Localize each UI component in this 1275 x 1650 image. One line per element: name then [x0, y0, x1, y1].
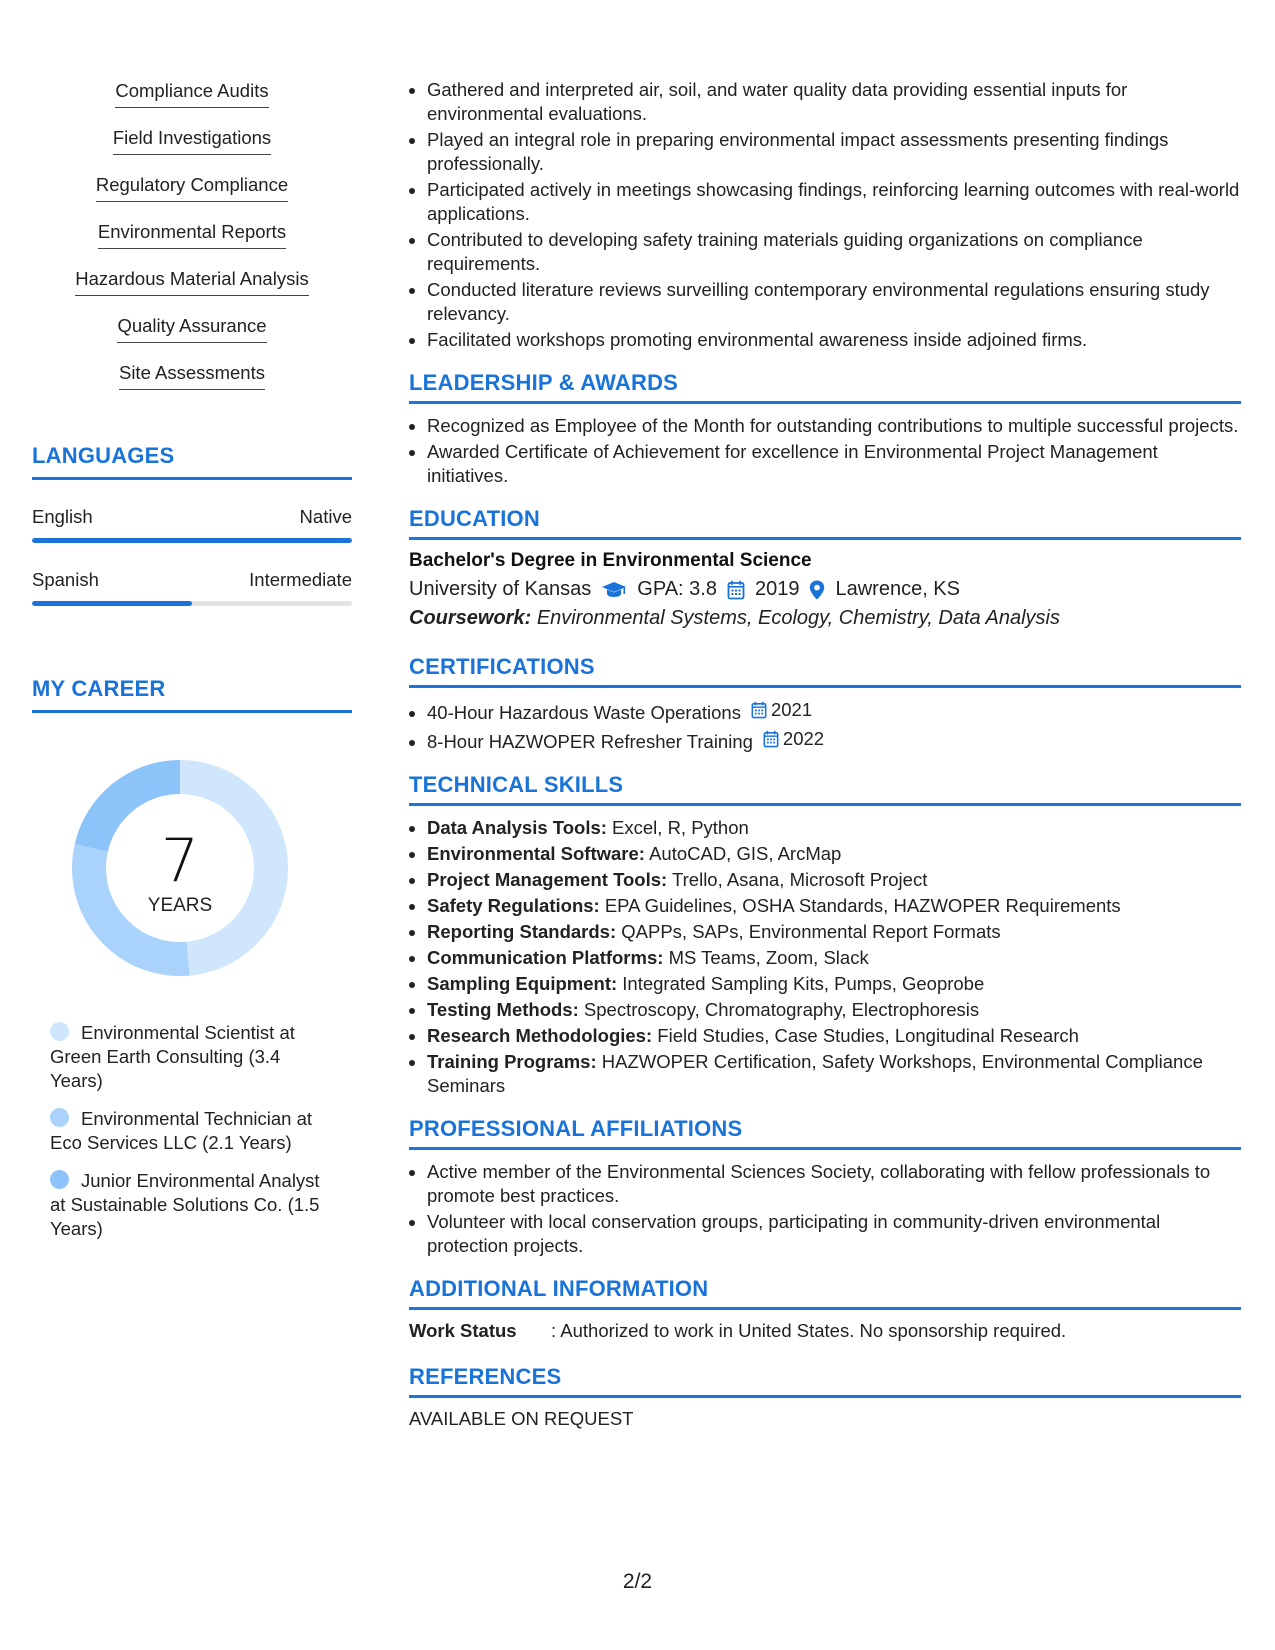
career-legend-label: Environmental Scientist at Green Earth Consulting (3.4 Years): [50, 1022, 295, 1091]
technical-skill-value: Spectroscopy, Chromatography, Electrophoresis: [583, 999, 980, 1020]
language-level: Intermediate: [249, 569, 352, 590]
page-number: 2/2: [622, 1570, 653, 1593]
work-status-label: Work Status: [409, 1320, 517, 1341]
leadership-list: [409, 414, 1241, 488]
technical-skill-value: Trello, Asana, Microsoft Project: [672, 869, 928, 890]
technical-skill-label: Communication Platforms:: [427, 947, 664, 968]
technical-skill-value: Integrated Sampling Kits, Pumps, Geoprobe: [622, 973, 985, 994]
technical-skill-item: [427, 868, 1241, 892]
career-heading: MY CAREER: [32, 676, 352, 713]
career-total-years: 7: [160, 826, 200, 896]
certifications-heading: CERTIFICATIONS: [409, 654, 1241, 688]
experience-bullets: [409, 78, 1241, 352]
experience-bullet: • Played an integral role in preparing environmental impact assessments presenting findings professionally.: [427, 128, 1241, 176]
technical-skill-value: QAPPs, SAPs, Environmental Report Formats: [621, 921, 1001, 942]
affiliations-list: [409, 1160, 1241, 1258]
certification-name: 40-Hour Hazardous Waste Operations: [427, 702, 741, 723]
technical-skill-label: Sampling Equipment:: [427, 973, 618, 994]
education-coursework: [409, 607, 1241, 630]
technical-skill-item: [427, 920, 1241, 944]
technical-skill-item: [427, 972, 1241, 996]
career-section: [32, 676, 352, 1241]
technical-skill-item: [427, 998, 1241, 1022]
experience-bullet: • Participated actively in meetings showcasing findings, reinforcing learning outcomes with real-world applications.: [427, 178, 1241, 226]
language-proficiency-fill: [32, 601, 192, 606]
right-column: [409, 78, 1241, 1430]
career-donut-chart: [65, 753, 295, 983]
skill-tag: Site Assessments: [119, 362, 265, 390]
technical-skill-label: Data Analysis Tools:: [427, 817, 607, 838]
language-level: Native: [299, 506, 352, 527]
award-item: • Awarded Certificate of Achievement for excellence in Environmental Project Management initiatives.: [427, 440, 1241, 488]
additional-info-heading: ADDITIONAL INFORMATION: [409, 1276, 1241, 1310]
certification-name: 8-Hour HAZWOPER Refresher Training: [427, 731, 753, 752]
technical-skill-item: [427, 842, 1241, 866]
affiliations-heading: PROFESSIONAL AFFILIATIONS: [409, 1116, 1241, 1150]
technical-skill-label: Testing Methods:: [427, 999, 579, 1020]
career-legend-label: Environmental Technician at Eco Services LLC (2.1 Years): [50, 1108, 313, 1153]
technical-skill-label: Environmental Software:: [427, 843, 645, 864]
language-row: [32, 506, 352, 528]
references-heading: REFERENCES: [409, 1364, 1241, 1398]
technical-skill-value: MS Teams, Zoom, Slack: [668, 947, 869, 968]
education-gpa: GPA: 3.8: [637, 578, 717, 600]
technical-skill-item: [427, 946, 1241, 970]
language-proficiency-bar: [32, 538, 352, 543]
graduation-cap-icon: [601, 580, 627, 600]
career-legend-dot: [50, 1170, 69, 1189]
technical-skill-value: Field Studies, Case Studies, Longitudinal Research: [657, 1025, 1079, 1046]
certification-date: [751, 698, 812, 722]
career-legend-label: Junior Environmental Analyst at Sustainable Solutions Co. (1.5 Years): [50, 1170, 320, 1239]
skill-tag: Hazardous Material Analysis: [75, 268, 308, 296]
career-legend-dot: [50, 1108, 69, 1127]
experience-bullet: • Contributed to developing safety training materials guiding organizations on compliance requirements.: [427, 228, 1241, 276]
career-legend-item: [50, 1107, 330, 1155]
career-legend-item: [50, 1169, 330, 1241]
technical-skill-item: [427, 816, 1241, 840]
experience-bullet: • Facilitated workshops promoting environmental awareness inside adjoined firms.: [427, 328, 1241, 352]
calendar-icon: [751, 701, 767, 719]
technical-skill-label: Research Methodologies:: [427, 1025, 653, 1046]
technical-skills-heading: TECHNICAL SKILLS: [409, 772, 1241, 806]
technical-skill-item: [427, 894, 1241, 918]
language-name: English: [32, 506, 93, 527]
skill-tag: Compliance Audits: [115, 80, 268, 108]
technical-skill-value: AutoCAD, GIS, ArcMap: [649, 843, 842, 864]
affiliation-item: • Active member of the Environmental Sciences Society, collaborating with fellow professionals to promote best practices.: [427, 1160, 1241, 1208]
coursework-value: Environmental Systems, Ecology, Chemistry, Data Analysis: [536, 607, 1060, 629]
technical-skill-item: [427, 1050, 1241, 1098]
technical-skill-label: Safety Regulations:: [427, 895, 600, 916]
language-proficiency-bar: [32, 601, 352, 606]
certification-item: [427, 698, 1241, 725]
language-name: Spanish: [32, 569, 99, 590]
certification-item: [427, 727, 1241, 754]
work-status-value: : Authorized to work in United States. No sponsorship required.: [551, 1320, 1067, 1341]
affiliation-item: • Volunteer with local conservation groups, participating in community-driven environmental protection projects.: [427, 1210, 1241, 1258]
calendar-icon: [727, 580, 745, 600]
leadership-heading: LEADERSHIP & AWARDS: [409, 370, 1241, 404]
skill-tag: Regulatory Compliance: [96, 174, 288, 202]
technical-skill-item: [427, 1024, 1241, 1048]
technical-skill-value: Excel, R, Python: [612, 817, 749, 838]
location-pin-icon: [809, 580, 825, 600]
education-degree: Bachelor's Degree in Environmental Science: [409, 550, 812, 571]
certification-year: 2021: [770, 699, 813, 720]
education-location: Lawrence, KS: [835, 578, 960, 600]
technical-skill-label: Project Management Tools:: [427, 869, 668, 890]
languages-section: [32, 443, 352, 606]
skill-tag: Field Investigations: [113, 127, 271, 155]
references-text: AVAILABLE ON REQUEST: [409, 1408, 634, 1429]
languages-list: [32, 506, 352, 606]
education-meta: [409, 578, 1241, 601]
left-column: [32, 80, 352, 1255]
certification-year: 2022: [782, 728, 825, 749]
certification-date: [763, 727, 824, 751]
technical-skills-list: [409, 816, 1241, 1098]
technical-skill-value: HAZWOPER Certification, Safety Workshops, Environmental Compliance Seminars: [427, 1051, 1203, 1096]
career-years-unit: YEARS: [147, 895, 213, 916]
experience-bullet: • Conducted literature reviews surveilling contemporary environmental regulations ensuring study relevancy.: [427, 278, 1241, 326]
work-status-row: [409, 1320, 1241, 1342]
languages-heading: LANGUAGES: [32, 443, 352, 480]
language-proficiency-fill: [32, 538, 352, 543]
technical-skill-value: EPA Guidelines, OSHA Standards, HAZWOPER Requirements: [604, 895, 1121, 916]
award-item: • Recognized as Employee of the Month for outstanding contributions to multiple successful projects.: [427, 414, 1241, 438]
coursework-label: Coursework:: [409, 607, 532, 629]
education-heading: EDUCATION: [409, 506, 1241, 540]
technical-skill-label: Reporting Standards:: [427, 921, 617, 942]
experience-bullet: • Gathered and interpreted air, soil, and water quality data providing essential inputs for environmental evaluations.: [427, 78, 1241, 126]
skill-tags-list: [32, 80, 352, 409]
education-year: 2019: [754, 578, 800, 600]
career-legend-item: [50, 1021, 330, 1093]
skill-tag: Environmental Reports: [98, 221, 286, 249]
calendar-icon: [763, 730, 779, 748]
career-legend-dot: [50, 1022, 69, 1041]
career-legend: [50, 1021, 330, 1241]
career-donut-center: [65, 753, 295, 983]
certifications-list: [409, 698, 1241, 754]
language-row: [32, 569, 352, 591]
technical-skill-label: Training Programs:: [427, 1051, 597, 1072]
education-school: University of Kansas: [409, 578, 592, 600]
skill-tag: Quality Assurance: [117, 315, 266, 343]
